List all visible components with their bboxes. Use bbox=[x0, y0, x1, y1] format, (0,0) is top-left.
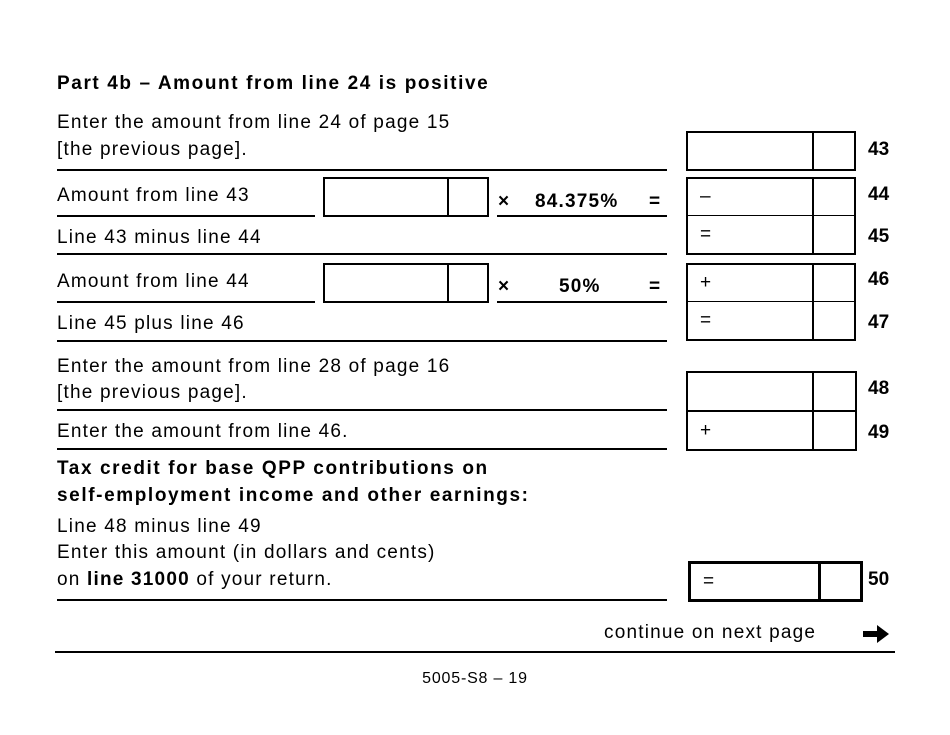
divider bbox=[57, 301, 315, 303]
divider bbox=[497, 301, 667, 303]
rate-84375: 84.375% bbox=[535, 191, 619, 212]
line-45-label: Line 43 minus line 44 bbox=[57, 227, 262, 248]
line-number-44: 44 bbox=[868, 184, 890, 205]
line-43-label: Enter the amount from line 24 of page 15 bbox=[57, 112, 451, 133]
cents-divider bbox=[447, 265, 449, 301]
equals-sign: = bbox=[649, 276, 662, 297]
divider bbox=[57, 169, 667, 171]
divider bbox=[57, 409, 667, 411]
line-number-45: 45 bbox=[868, 226, 890, 247]
credit-heading: Tax credit for base QPP contributions on bbox=[57, 458, 489, 479]
line-50-input[interactable] bbox=[688, 561, 863, 602]
rate-50: 50% bbox=[559, 276, 601, 297]
equals-sign: = bbox=[703, 570, 715, 592]
credit-heading-2: self-employment income and other earnings: bbox=[57, 485, 530, 506]
cents-divider bbox=[812, 412, 814, 449]
cents-divider bbox=[812, 265, 814, 301]
line-46-input[interactable] bbox=[686, 263, 856, 303]
line-31000-ref: line 31000 bbox=[87, 569, 190, 590]
divider bbox=[497, 215, 667, 217]
cents-divider bbox=[812, 133, 814, 169]
line-48-label: Enter the amount from line 28 of page 16 bbox=[57, 356, 451, 377]
cents-divider bbox=[812, 179, 814, 215]
line-49-input[interactable] bbox=[686, 410, 857, 451]
plus-sign: + bbox=[700, 272, 712, 293]
section-title: Part 4b – Amount from line 24 is positive bbox=[57, 73, 490, 94]
line-43-label-2: [the previous page]. bbox=[57, 139, 248, 160]
divider bbox=[57, 448, 667, 450]
line-44-label: Amount from line 43 bbox=[57, 185, 250, 206]
line-47-input[interactable] bbox=[686, 301, 856, 341]
line-number-49: 49 bbox=[868, 422, 890, 443]
line-number-47: 47 bbox=[868, 312, 890, 333]
page-footer: 5005-S8 – 19 bbox=[422, 670, 528, 687]
line-48-label-2: [the previous page]. bbox=[57, 382, 248, 403]
page-divider bbox=[55, 651, 895, 653]
line-number-43: 43 bbox=[868, 139, 890, 160]
divider bbox=[57, 340, 667, 342]
plus-sign: + bbox=[700, 419, 712, 441]
line-number-48: 48 bbox=[868, 378, 890, 399]
line-49-label: Enter the amount from line 46. bbox=[57, 421, 349, 442]
cents-divider bbox=[812, 373, 814, 410]
line-48-input[interactable] bbox=[686, 371, 857, 412]
cents-divider bbox=[447, 179, 449, 215]
line-47-label: Line 45 plus line 46 bbox=[57, 313, 245, 334]
line-50-instruction: Enter this amount (in dollars and cents) bbox=[57, 542, 436, 563]
equals-sign: = bbox=[700, 223, 712, 245]
divider bbox=[57, 215, 315, 217]
cents-divider bbox=[812, 216, 814, 253]
continue-text: continue on next page bbox=[604, 622, 817, 643]
line-number-46: 46 bbox=[868, 269, 890, 290]
cents-divider bbox=[812, 302, 814, 339]
line-44-amount-input[interactable] bbox=[323, 177, 489, 217]
text: of your return. bbox=[189, 569, 333, 590]
line-46-label: Amount from line 44 bbox=[57, 271, 250, 292]
line-50-instruction-2 bbox=[57, 569, 333, 591]
line-45-input[interactable] bbox=[686, 215, 856, 255]
cents-divider bbox=[818, 564, 821, 599]
multiply-sign: × bbox=[498, 276, 511, 297]
divider bbox=[57, 599, 667, 601]
text: on bbox=[57, 569, 88, 590]
line-46-amount-input[interactable] bbox=[323, 263, 489, 303]
divider bbox=[57, 253, 667, 255]
minus-sign: – bbox=[700, 186, 711, 207]
line-50-label: Line 48 minus line 49 bbox=[57, 516, 262, 537]
multiply-sign: × bbox=[498, 191, 511, 212]
line-43-input[interactable] bbox=[686, 131, 856, 171]
line-number-50: 50 bbox=[868, 569, 890, 590]
equals-sign: = bbox=[649, 191, 662, 212]
arrow-right-icon bbox=[861, 623, 891, 645]
line-44-input[interactable] bbox=[686, 177, 856, 217]
equals-sign: = bbox=[700, 309, 712, 331]
